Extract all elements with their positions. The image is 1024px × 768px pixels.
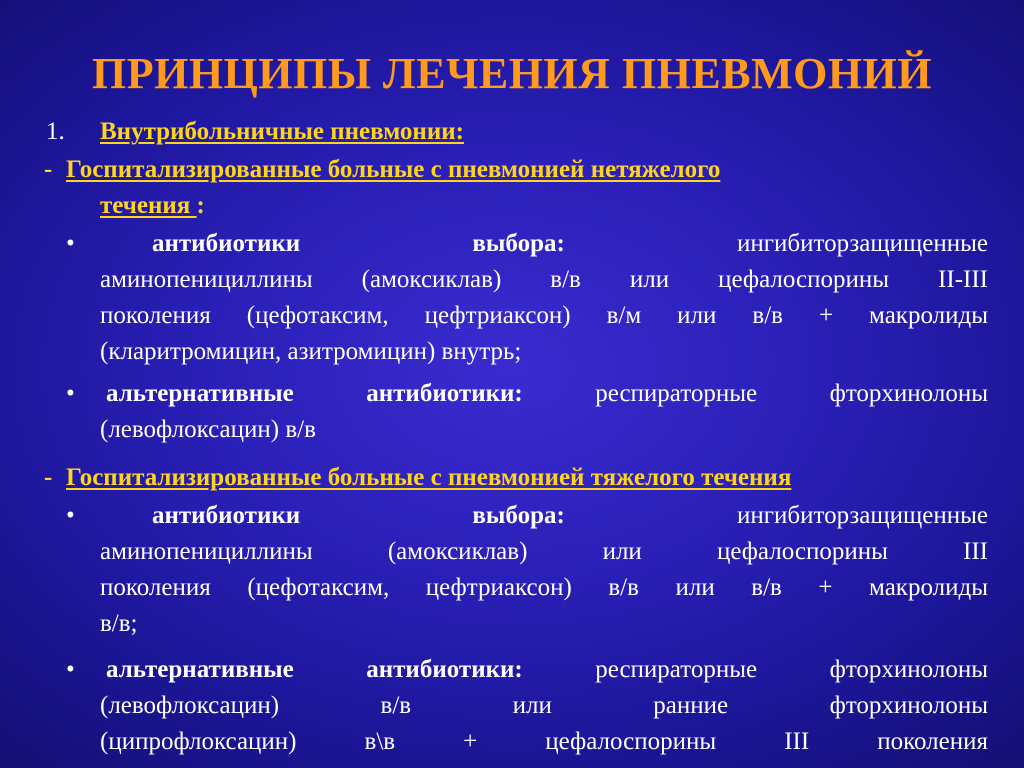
term-alternative: альтернативные антибиотики: bbox=[106, 656, 523, 683]
group1-bullet1 bbox=[100, 226, 988, 370]
group1-bullet2-line0 bbox=[100, 376, 988, 412]
group2-bullet2-line2: (ципрофлоксацин) в\в + цефалоспорины III поколения bbox=[100, 728, 988, 755]
bullet-marker: • bbox=[66, 230, 75, 257]
slide-title: ПРИНЦИПЫ ЛЕЧЕНИЯ ПНЕВМОНИЙ bbox=[92, 49, 932, 98]
group2-dash: - bbox=[44, 464, 53, 491]
group1-dash: - bbox=[44, 156, 53, 183]
group1-bullet2 bbox=[100, 376, 988, 448]
term-choice: выбора: bbox=[472, 230, 565, 257]
term-antibiotics: антибиотики bbox=[152, 230, 301, 257]
bullet-text-first: респираторные фторхинолоны bbox=[595, 380, 988, 407]
group2-bullet1 bbox=[100, 498, 988, 642]
group2-bullet1-line3: в/в; bbox=[100, 610, 138, 637]
group2-bullet1-line2: поколения (цефотаксим, цефтриаксон) в/в или в/в + макролиды bbox=[100, 574, 988, 601]
group2-bullet2-line1: (левофлоксацин) в/в или ранние фторхинолоны bbox=[100, 692, 988, 719]
group1-bullet1-line0 bbox=[100, 226, 988, 262]
group1-bullet1-line1: аминопенициллины (амоксиклав) в/в или цефалоспорины II-III bbox=[100, 266, 988, 293]
bullet-text-first: ингибиторзащищенные bbox=[737, 230, 988, 257]
bullet-marker: • bbox=[66, 656, 75, 683]
section-heading: Внутрибольничные пневмонии: bbox=[100, 118, 464, 145]
group1-bullet1-line3: (кларитромицин, азитромицин) внутрь; bbox=[100, 338, 522, 365]
bullet-marker: • bbox=[66, 502, 75, 529]
group1-heading-line1: Госпитализированные больные с пневмонией нетяжелого bbox=[66, 156, 721, 183]
group2-bullet2-line0 bbox=[100, 652, 988, 688]
group2-bullet1-line0 bbox=[100, 498, 988, 534]
group2-bullet1-line1: аминопенициллины (амоксиклав) или цефалоспорины III bbox=[100, 538, 988, 565]
group1-bullet1-line2: поколения (цефотаксим, цефтриаксон) в/м или в/в + макролиды bbox=[100, 302, 988, 329]
group1-heading-line2 bbox=[100, 188, 205, 224]
group2-bullet2 bbox=[100, 652, 988, 760]
term-antibiotics: антибиотики bbox=[152, 502, 301, 529]
bullet-text-first: респираторные фторхинолоны bbox=[595, 656, 988, 683]
bullet-text-first: ингибиторзащищенные bbox=[737, 502, 988, 529]
group1-heading-colon: : bbox=[196, 192, 205, 219]
group2-heading: Госпитализированные больные с пневмонией тяжелого течения bbox=[66, 464, 792, 491]
term-alternative: альтернативные антибиотики: bbox=[106, 380, 523, 407]
group1-bullet2-line1: (левофлоксацин) в/в bbox=[100, 416, 316, 443]
term-choice: выбора: bbox=[472, 502, 565, 529]
bullet-marker: • bbox=[66, 380, 75, 407]
group1-heading-line2-text: течения bbox=[100, 192, 197, 219]
section-number: 1. bbox=[46, 118, 65, 145]
